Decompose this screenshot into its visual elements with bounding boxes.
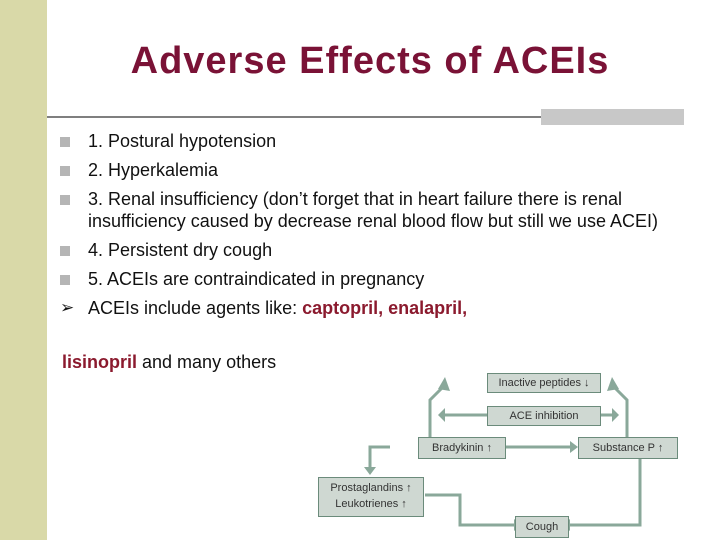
slide-title: Adverse Effects of ACEIs	[130, 40, 610, 82]
bullet-list	[58, 130, 698, 321]
bullet-item: 5. ACEIs are contraindicated in pregnancy	[58, 268, 698, 290]
square-bullet-icon	[60, 137, 70, 147]
drug-name: enalapril,	[388, 298, 468, 318]
square-bullet-icon	[60, 246, 70, 256]
cough-box: Cough	[515, 516, 569, 538]
square-bullet-icon	[60, 275, 70, 285]
bullet-continuation: lisinopril and many others	[62, 352, 277, 372]
divider-block	[541, 109, 684, 125]
bullet-item: 3. Renal insufficiency (don’t forget that in heart failure there is renal insufficiency caused by decrease renal blood flow but still we use ACEI)	[58, 188, 698, 232]
bullet-item: 2. Hyperkalemia	[58, 159, 698, 181]
bullet-item: 1. Postural hypotension	[58, 130, 698, 152]
substance-p-box: Substance P ↑	[578, 437, 678, 459]
bullet-item: 4. Persistent dry cough	[58, 239, 698, 261]
prostaglandins-box: Prostaglandins ↑ Leukotrienes ↑	[318, 477, 424, 517]
square-bullet-icon	[60, 195, 70, 205]
arrow-bullet-item: ➢ ACEIs include agents like: captopril, enalapril,	[60, 298, 468, 318]
arrow-bullet-icon: ➢	[60, 298, 75, 317]
inactive-peptides-box: Inactive peptides ↓	[487, 373, 601, 393]
left-accent-bar	[0, 0, 47, 540]
drug-name: lisinopril	[62, 352, 138, 372]
drug-name: captopril,	[302, 298, 384, 318]
ace-inhibition-box: ACE inhibition	[487, 406, 601, 426]
square-bullet-icon	[60, 166, 70, 176]
mechanism-diagram	[300, 355, 678, 540]
title-divider	[47, 116, 547, 118]
bradykinin-box: Bradykinin ↑	[418, 437, 506, 459]
